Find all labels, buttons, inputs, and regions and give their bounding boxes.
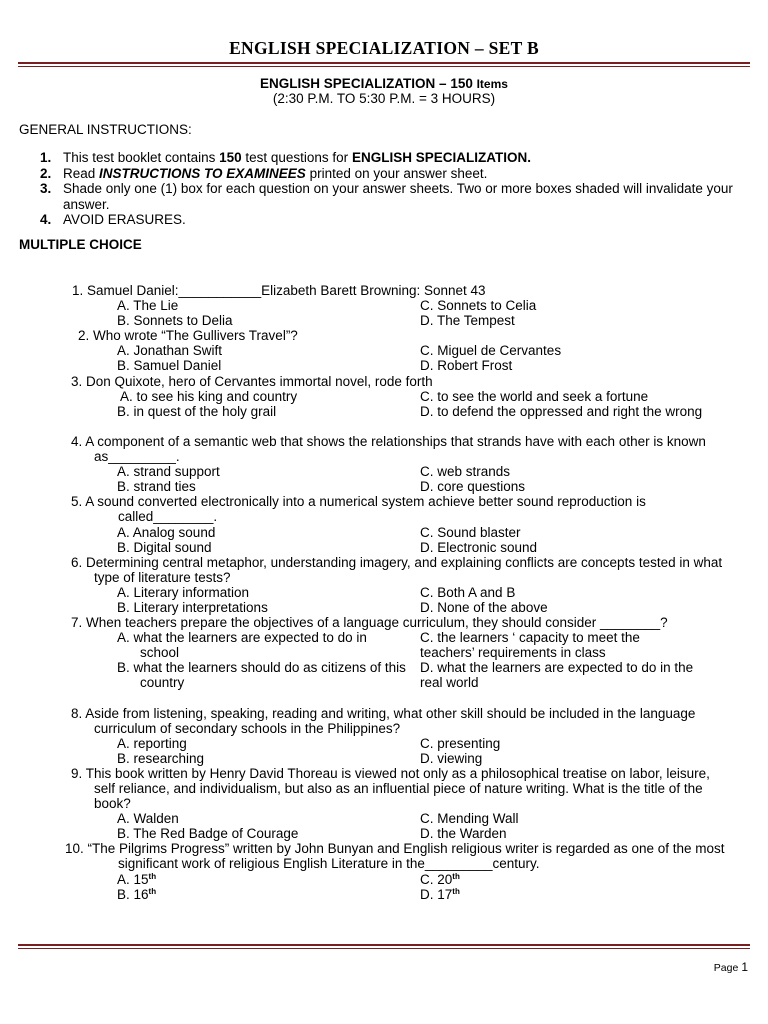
page-number <box>714 960 748 974</box>
instruction-text: Read <box>63 165 100 181</box>
option-c: C. presenting <box>420 735 501 751</box>
question-1 <box>0 283 768 328</box>
question-6 <box>0 555 768 615</box>
option-a: A. reporting <box>117 735 187 751</box>
question-stem: 8. Aside from listening, speaking, reading and writing, what other skill should be included in the language curriculum of secondary schools in the Philippines? <box>71 705 696 736</box>
question-4 <box>0 434 768 494</box>
page-header-title: ENGLISH SPECIALIZATION – SET B <box>229 38 539 58</box>
option-c: C. to see the world and seek a fortune <box>420 388 649 404</box>
option-b: B. Sonnets to Delia <box>117 313 233 329</box>
header-rule-thick <box>18 62 750 64</box>
instruction-text: This test booklet contains <box>63 150 220 165</box>
question-10 <box>0 841 768 901</box>
instruction-number: 2. <box>40 165 52 181</box>
option-b: B. researching <box>117 750 205 766</box>
option-c: C. web strands <box>420 464 511 480</box>
option-c: C. the learners ‘ capacity to meet the teachers’ requirements in class <box>420 630 640 661</box>
exam-title-text: ENGLISH SPECIALIZATION – 150 <box>260 76 477 91</box>
option-b: B. strand ties <box>117 479 196 495</box>
option-d: D. core questions <box>420 479 526 495</box>
option-a: A. Walden <box>117 811 179 827</box>
instruction-item <box>19 150 739 166</box>
option-a: A. what the learners are expected to do in school <box>117 630 367 661</box>
instruction-item <box>19 166 739 182</box>
question-3 <box>0 374 768 434</box>
option-c: C. Both A and B <box>420 584 516 600</box>
option-b: B. in quest of the holy grail <box>117 403 277 419</box>
exam-title-items: Items <box>476 77 508 91</box>
option-b: B. 16th <box>117 886 157 902</box>
question-list <box>0 283 768 902</box>
option-b: B. Digital sound <box>117 539 212 555</box>
option-b: B. The Red Badge of Courage <box>117 826 299 842</box>
instruction-number: 4. <box>40 212 52 227</box>
option-d: D. what the learners are expected to do in the real world <box>420 660 694 691</box>
question-stem: 3. Don Quixote, hero of Cervantes immortal novel, rode forth <box>71 373 433 389</box>
instruction-emphasis: INSTRUCTIONS TO EXAMINEES <box>99 165 306 181</box>
question-stem: 6. Determining central metaphor, understanding imagery, and explaining conflicts are concepts tested in what type of literature tests? <box>71 554 723 585</box>
question-stem: 2. Who wrote “The Gullivers Travel”? <box>78 328 298 344</box>
option-d: D. None of the above <box>420 599 548 615</box>
question-2 <box>0 328 768 373</box>
question-stem: 7. When teachers prepare the objectives of a language curriculum, they should consider ________? <box>71 615 668 631</box>
page-number-value: 1 <box>741 960 748 974</box>
option-d: D. to defend the oppressed and right the wrong <box>420 403 703 419</box>
option-d: D. The Tempest <box>420 313 515 329</box>
instruction-text: printed on your answer sheet. <box>305 165 488 181</box>
option-c: C. Sound blaster <box>420 524 521 540</box>
option-a: A. Jonathan Swift <box>117 343 223 359</box>
option-a: A. The Lie <box>117 298 179 314</box>
instruction-subject: ENGLISH SPECIALIZATION. <box>351 150 531 165</box>
instruction-text: Shade only one (1) box for each question on your answer sheets. Two or more boxes shaded will invalidate your answer. <box>63 181 733 212</box>
option-d: D. viewing <box>420 750 483 766</box>
option-d: D. Electronic sound <box>420 539 538 555</box>
option-d: D. 17th <box>420 886 460 902</box>
question-stem: 1. Samuel Daniel:___________Elizabeth Barett Browning: Sonnet 43 <box>72 283 486 298</box>
exam-title <box>0 76 768 91</box>
option-b: B. Samuel Daniel <box>117 358 222 374</box>
option-b: B. what the learners should do as citizens of this country <box>117 660 406 691</box>
question-8 <box>0 706 768 766</box>
question-stem: 4. A component of a semantic web that shows the relationships that strands have with each other is known as_________. <box>71 433 706 465</box>
header-rule-thin <box>18 66 750 67</box>
option-a: A. Analog sound <box>117 524 216 540</box>
option-a: A. to see his king and country <box>117 388 298 404</box>
instruction-item <box>19 181 739 212</box>
question-stem: 5. A sound converted electronically into a numerical system achieve better sound reproduction is called________. <box>71 494 646 525</box>
question-stem: 9. This book written by Henry David Thoreau is viewed not only as a philosophical treatise on labor, leisure, self reliance, and individualism, but also as an influential piece of nature writing. What is the title of the book? <box>71 765 710 812</box>
option-b: B. Literary interpretations <box>117 599 268 615</box>
footer-rule-thin <box>18 948 750 949</box>
question-7 <box>0 615 768 690</box>
option-d: D. the Warden <box>420 826 507 842</box>
option-a: A. strand support <box>117 464 220 480</box>
page-label: Page <box>713 962 739 974</box>
option-c: C. Mending Wall <box>420 811 519 827</box>
instruction-item <box>19 212 739 228</box>
instruction-number: 1. <box>40 150 52 165</box>
option-a: A. Literary information <box>117 584 250 600</box>
option-c: C. Sonnets to Celia <box>420 298 537 314</box>
option-a: A. 15th <box>117 871 157 887</box>
exam-time: (2:30 P.M. TO 5:30 P.M. = 3 HOURS) <box>272 91 496 106</box>
option-d: D. Robert Frost <box>420 358 513 374</box>
question-stem: 10. “The Pilgrims Progress” written by John Bunyan and English religious writer is regarded as one of the most significant work of religious English Literature in the_________century. <box>65 841 725 872</box>
footer-rule-thick <box>18 944 750 946</box>
instructions-heading: GENERAL INSTRUCTIONS: <box>19 122 192 137</box>
instruction-text: AVOID ERASURES. <box>63 212 186 227</box>
question-5 <box>0 494 768 554</box>
instructions-list <box>19 150 739 228</box>
section-heading: MULTIPLE CHOICE <box>19 237 142 252</box>
instruction-text: test questions for <box>241 150 352 165</box>
option-c: C. Miguel de Cervantes <box>420 343 562 359</box>
option-c: C. 20th <box>420 871 460 887</box>
instruction-count: 150 <box>219 150 242 165</box>
instruction-number: 3. <box>40 181 52 196</box>
question-9 <box>0 766 768 841</box>
